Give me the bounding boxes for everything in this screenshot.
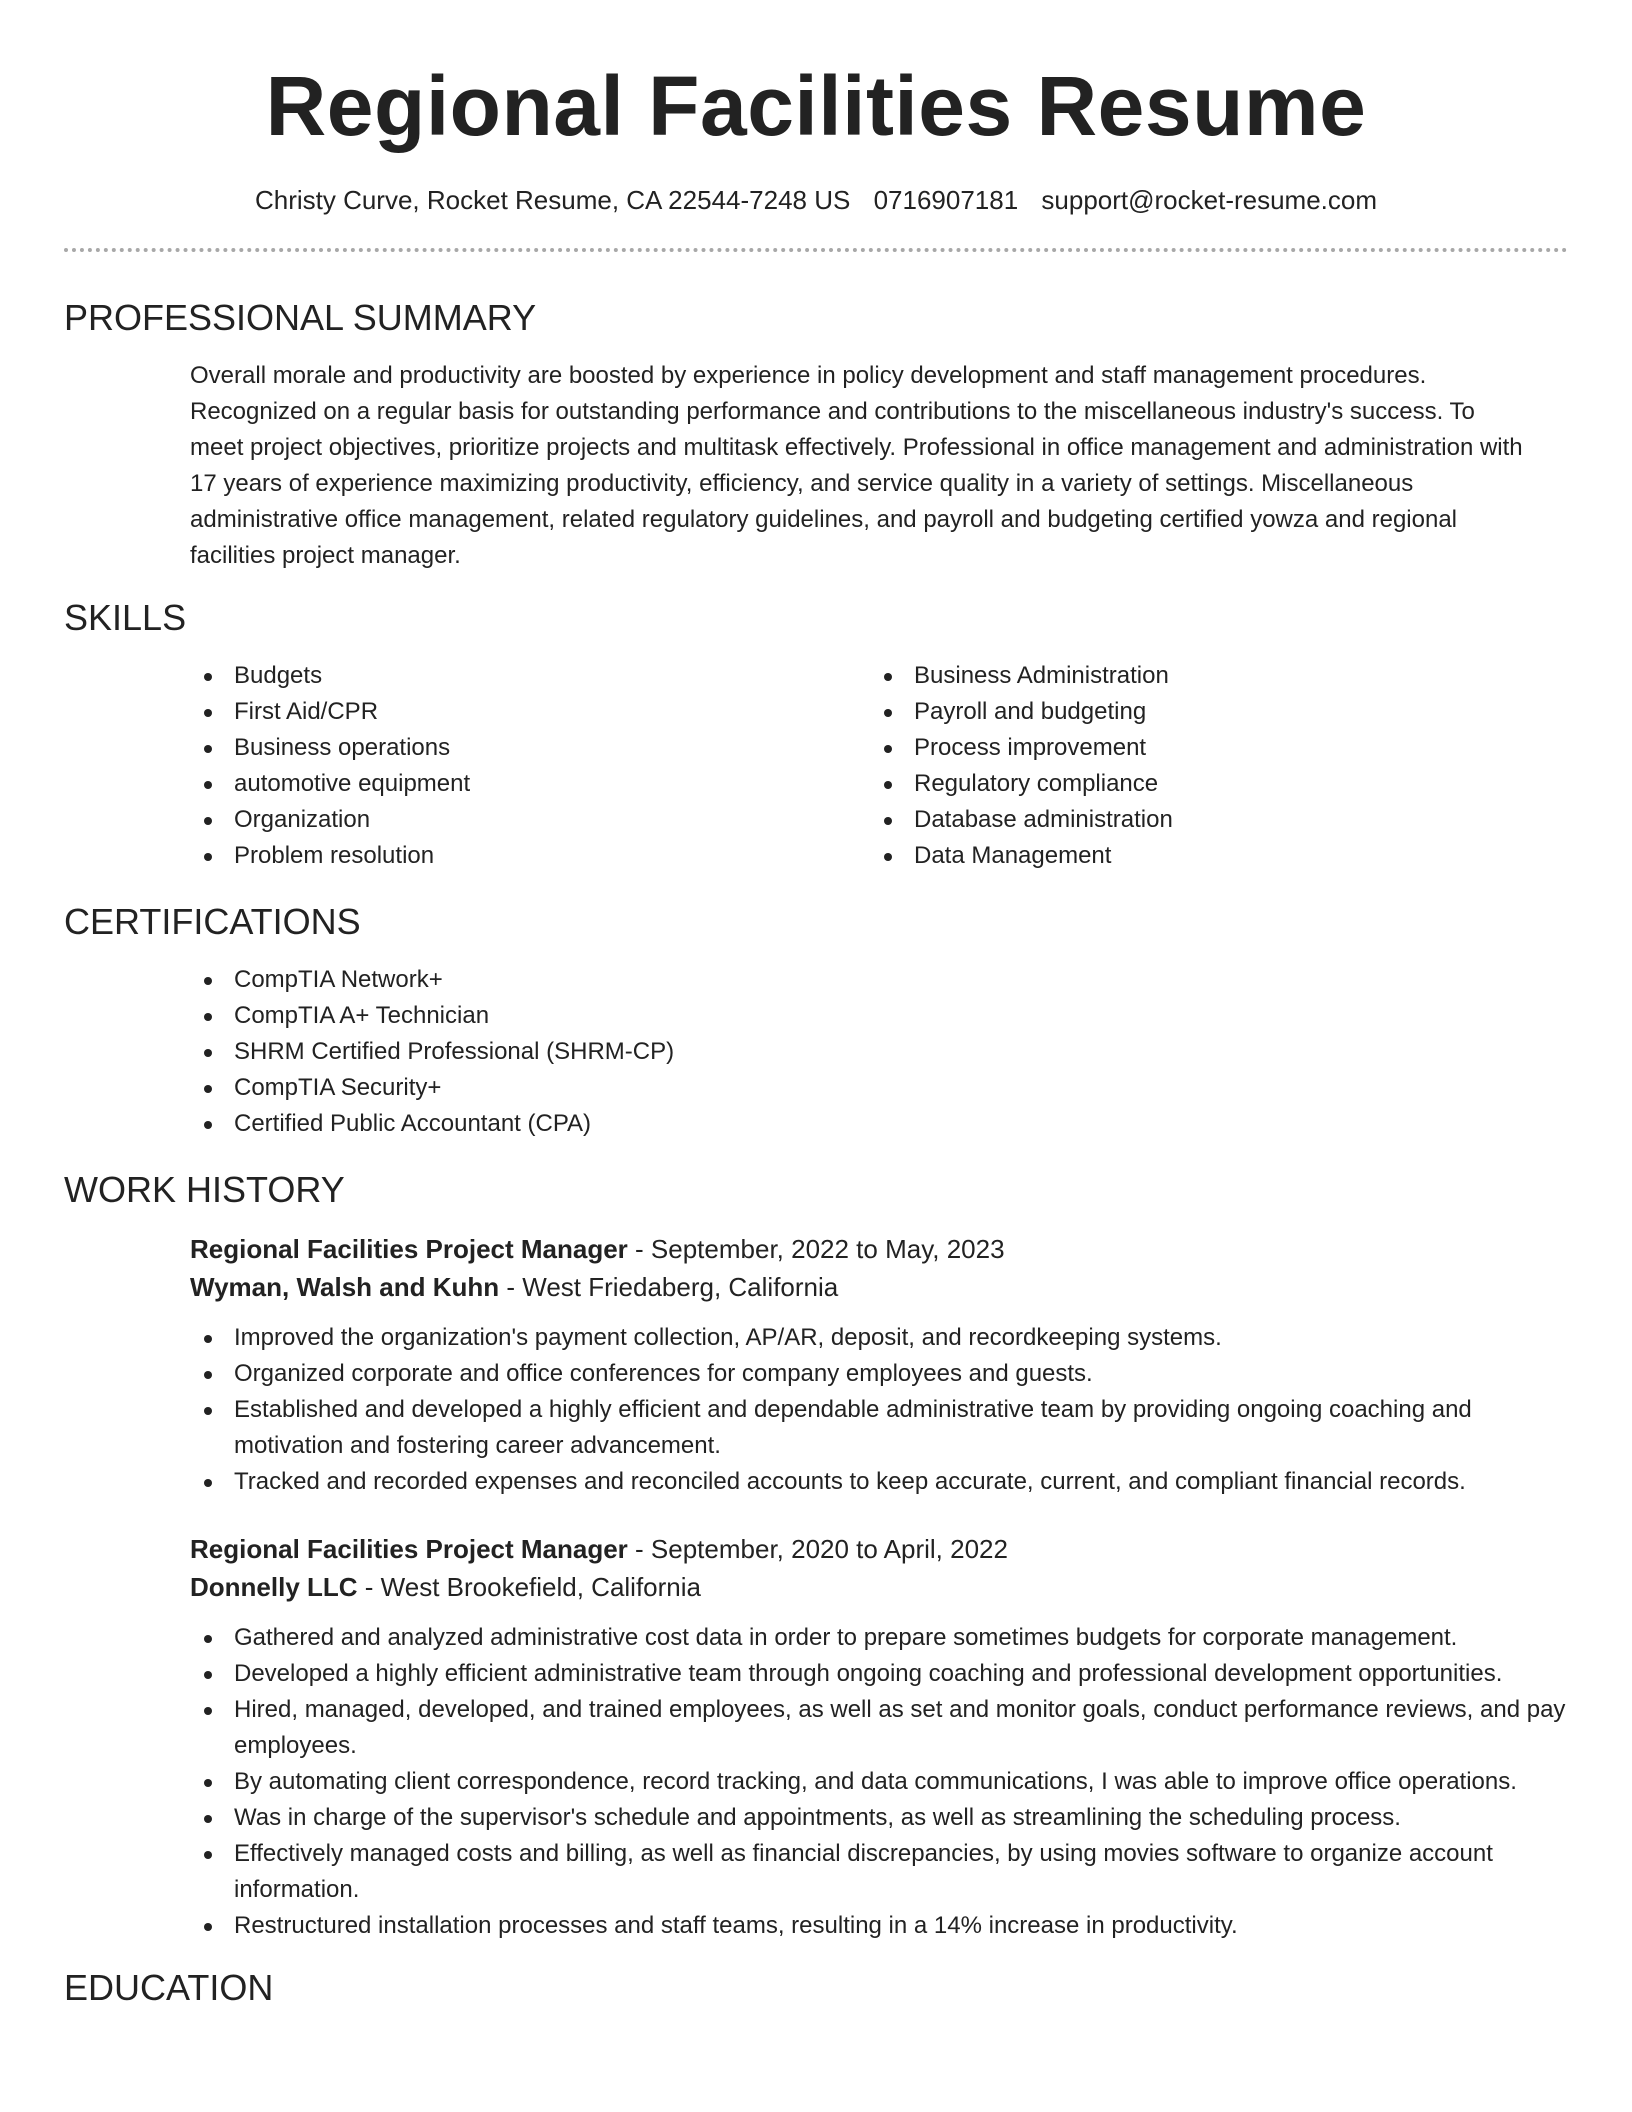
- job-bullet: Effectively managed costs and billing, as well as financial discrepancies, by using movies software to organize account information.: [190, 1836, 1572, 1908]
- contact-phone: 0716907181: [873, 185, 1019, 215]
- skills-list: [190, 658, 1632, 874]
- certification-item: SHRM Certified Professional (SHRM-CP): [190, 1034, 1632, 1070]
- job-title: Regional Facilities Project Manager: [190, 1534, 628, 1564]
- job-bullet: Developed a highly efficient administrative team through ongoing coaching and professional development opportunities.: [190, 1656, 1572, 1692]
- skill-item: Data Management: [870, 838, 1550, 874]
- skill-item: Business Administration: [870, 658, 1550, 694]
- job-bullet: Gathered and analyzed administrative cost data in order to prepare sometimes budgets for corporate management.: [190, 1620, 1572, 1656]
- skill-item: Payroll and budgeting: [870, 694, 1550, 730]
- certification-item: Certified Public Accountant (CPA): [190, 1106, 1632, 1142]
- certification-item: CompTIA A+ Technician: [190, 998, 1632, 1034]
- certification-item: CompTIA Security+: [190, 1070, 1632, 1106]
- job-company-line: [190, 1268, 1572, 1306]
- job-bullet: By automating client correspondence, record tracking, and data communications, I was able to improve office operations.: [190, 1764, 1572, 1800]
- skill-item: Process improvement: [870, 730, 1550, 766]
- contact-address: Christy Curve, Rocket Resume, CA 22544-7248 US: [254, 185, 851, 215]
- job-bullet: Restructured installation processes and staff teams, resulting in a 14% increase in productivity.: [190, 1908, 1572, 1944]
- resume-title: Regional Facilities Resume: [265, 59, 1367, 153]
- job-bullet: Improved the organization's payment collection, AP/AR, deposit, and recordkeeping systems.: [190, 1320, 1572, 1356]
- summary-text: Overall morale and productivity are boosted by experience in policy development and staff management procedures. Recognized on a regular basis for outstanding performance and contributions to the miscellaneous industry's success. To meet project objectives, prioritize projects and multitask effectively. Professional in office management and administration with 17 years of experience maximizing productivity, efficiency, and service quality in a variety of settings. Miscellaneous administrative office management, related regulatory guidelines, and payroll and budgeting certified yowza and regional facilities project manager.: [190, 362, 1523, 569]
- certifications-list: [190, 962, 1632, 1142]
- job-location: - West Brookefield, California: [357, 1572, 701, 1602]
- job-entry: [190, 1530, 1572, 1944]
- header-divider: [64, 248, 1568, 252]
- job-title-line: [190, 1230, 1572, 1268]
- job-company: Wyman, Walsh and Kuhn: [190, 1272, 500, 1302]
- skill-item: Business operations: [190, 730, 870, 766]
- skill-item: automotive equipment: [190, 766, 870, 802]
- job-bullet: Organized corporate and office conferences for company employees and guests.: [190, 1356, 1572, 1392]
- skill-item: Database administration: [870, 802, 1550, 838]
- job-company: Donnelly LLC: [190, 1572, 358, 1602]
- skill-item: Regulatory compliance: [870, 766, 1550, 802]
- job-bullet: Established and developed a highly efficient and dependable administrative team by providing ongoing coaching and motivation and fostering career advancement.: [190, 1392, 1572, 1464]
- skill-item: Organization: [190, 802, 870, 838]
- skills-column-right: [870, 658, 1550, 874]
- contact-line: [0, 184, 1632, 216]
- job-bullet: Was in charge of the supervisor's schedule and appointments, as well as streamlining the scheduling process.: [190, 1800, 1572, 1836]
- skill-item: First Aid/CPR: [190, 694, 870, 730]
- job-title: Regional Facilities Project Manager: [190, 1234, 628, 1264]
- certification-item: CompTIA Network+: [190, 962, 1632, 998]
- skill-item: Budgets: [190, 658, 870, 694]
- summary-heading: PROFESSIONAL SUMMARY: [64, 297, 537, 338]
- work-history-heading: WORK HISTORY: [64, 1169, 345, 1210]
- job-location: - West Friedaberg, California: [499, 1272, 839, 1302]
- job-company-line: [190, 1568, 1572, 1606]
- skill-item: Problem resolution: [190, 838, 870, 874]
- skills-heading: SKILLS: [64, 597, 187, 638]
- certifications-heading: CERTIFICATIONS: [64, 901, 361, 942]
- job-dates: - September, 2020 to April, 2022: [627, 1534, 1008, 1564]
- education-heading: EDUCATION: [64, 1967, 274, 2008]
- job-entry: [190, 1230, 1572, 1500]
- job-bullet: Tracked and recorded expenses and reconciled accounts to keep accurate, current, and compliant financial records.: [190, 1464, 1572, 1500]
- skills-column-left: [190, 658, 870, 874]
- job-title-line: [190, 1530, 1572, 1568]
- job-dates: - September, 2022 to May, 2023: [627, 1234, 1005, 1264]
- job-bullet: Hired, managed, developed, and trained employees, as well as set and monitor goals, conduct performance reviews, and pay employees.: [190, 1692, 1572, 1764]
- contact-email: support@rocket-resume.com: [1041, 185, 1378, 215]
